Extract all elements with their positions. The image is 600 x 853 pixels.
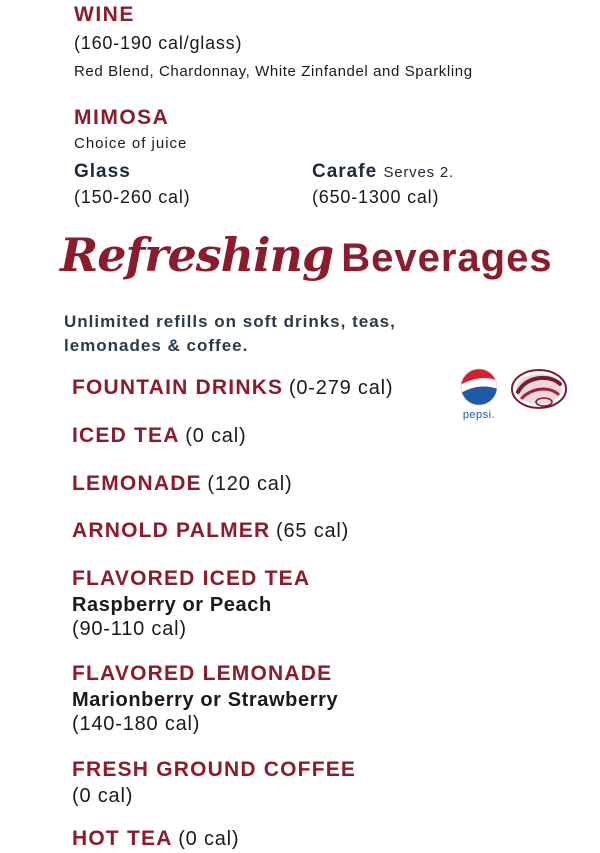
pepsi-globe-icon xyxy=(460,368,498,406)
pepsi-logo-text: pepsi. xyxy=(462,409,496,421)
section-heading xyxy=(60,228,553,282)
item-name: FLAVORED ICED TEA xyxy=(72,567,311,590)
menu-item-flavored-lemonade xyxy=(72,662,338,736)
mimosa-carafe-calories: (650-1300 cal) xyxy=(312,187,440,207)
mimosa-glass-calories: (150-260 cal) xyxy=(74,187,191,207)
mimosa-title: MIMOSA xyxy=(74,106,170,129)
heading-word: Beverages xyxy=(341,236,553,280)
item-name: ARNOLD PALMER xyxy=(72,519,271,542)
refills-note xyxy=(64,310,464,358)
mimosa-carafe xyxy=(312,161,454,183)
menu-item-fresh-ground-coffee xyxy=(72,758,356,808)
mimosa-carafe-label: Carafe xyxy=(312,161,378,182)
menu-item-arnold-palmer xyxy=(72,519,349,545)
item-name: HOT TEA xyxy=(72,827,173,850)
dr-pepper-logo-icon xyxy=(510,366,568,412)
wine-title: WINE xyxy=(74,3,135,26)
item-calories: (120 cal) xyxy=(207,473,293,495)
menu-item-fountain-drinks xyxy=(72,376,393,402)
wine-varieties: Red Blend, Chardonnay, White Zinfandel and Sparkling xyxy=(74,63,473,80)
menu-item-flavored-iced-tea xyxy=(72,567,310,641)
item-options: Marionberry or Strawberry xyxy=(72,689,339,711)
item-name: FOUNTAIN DRINKS xyxy=(72,376,284,399)
item-calories: (0 cal) xyxy=(178,828,240,850)
item-calories: (140-180 cal) xyxy=(72,713,201,735)
item-calories: (0-279 cal) xyxy=(288,377,394,399)
refills-note-line-1: Unlimited refills on soft drinks, teas, xyxy=(64,312,396,331)
item-name: ICED TEA xyxy=(72,424,180,447)
item-name: LEMONADE xyxy=(72,472,202,495)
item-name: FRESH GROUND COFFEE xyxy=(72,758,357,781)
item-calories: (65 cal) xyxy=(276,520,350,542)
item-calories: (0 cal) xyxy=(72,785,134,807)
heading-script-word: Refreshing xyxy=(60,228,334,282)
pepsi-logo xyxy=(458,368,500,421)
item-calories: (0 cal) xyxy=(185,425,247,447)
mimosa-description: Choice of juice xyxy=(74,135,188,152)
refills-note-line-2: lemonades & coffee. xyxy=(64,336,249,355)
item-name: FLAVORED LEMONADE xyxy=(72,662,333,685)
menu-item-lemonade xyxy=(72,472,292,498)
mimosa-glass-label: Glass xyxy=(74,161,131,182)
mimosa-carafe-note: Serves 2. xyxy=(383,164,454,181)
menu-item-iced-tea xyxy=(72,424,246,450)
item-options: Raspberry or Peach xyxy=(72,594,272,616)
wine-calories: (160-190 cal/glass) xyxy=(74,33,243,53)
menu-item-hot-tea xyxy=(72,827,239,853)
item-calories: (90-110 cal) xyxy=(72,618,187,640)
